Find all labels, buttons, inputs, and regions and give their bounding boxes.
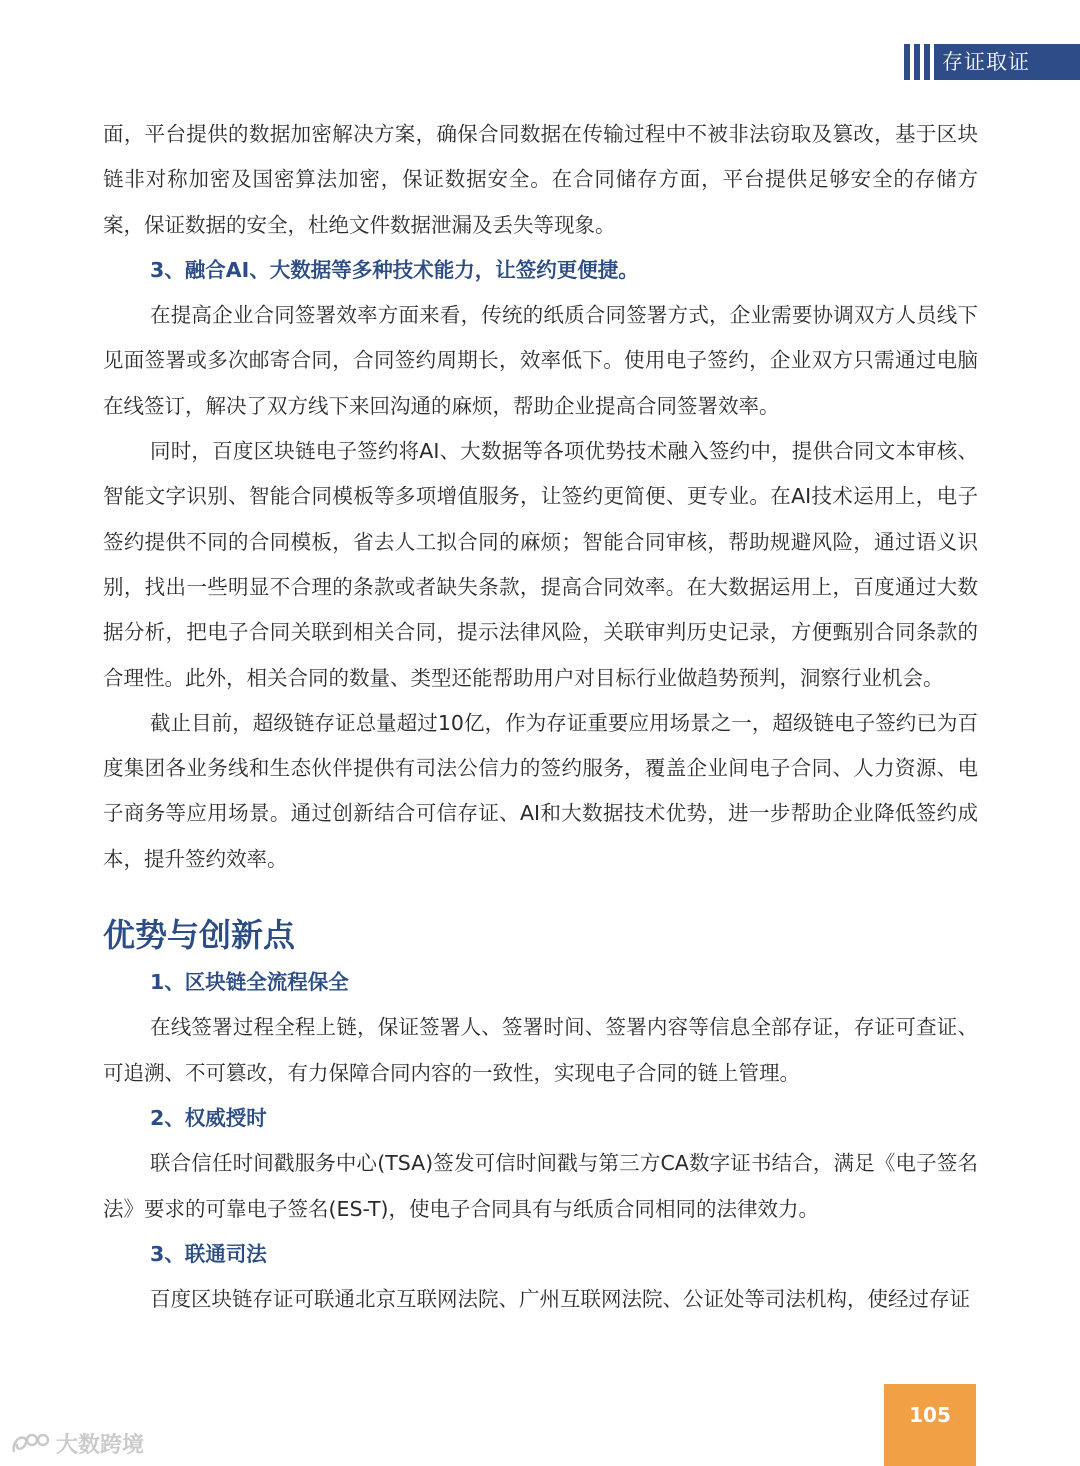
subheading: 1、区块链全流程保全 [150, 970, 349, 995]
header-bar [914, 44, 920, 80]
page-number: 105 [884, 1384, 976, 1466]
section-header-tab [904, 44, 1080, 80]
page-content [103, 112, 978, 1322]
subheading: 3、融合AI、大数据等多种技术能力，让签约更便捷。 [150, 257, 639, 282]
paragraph: 同时，百度区块链电子签约将AI、大数据等各项优势技术融入签约中，提供合同文本审核、智能文字识别、智能合同模板等多项增值服务，让签约更简便、更专业。在AI技术运用上，电子签约提供不同的合同模板，省去人工拟合同的麻烦；智能合同审核，帮助规避风险，通过语义识别，找出一些明显不合理的条款或者缺失条款，提高合同效率。在大数据运用上，百度通过大数据分析，把电子合同关联到相关合同，提示法律风险，关联审判历史记录，方便甄别合同条款的合理性。此外，相关合同的数量、类型还能帮助用户对目标行业做趋势预判，洞察行业机会。 [103, 439, 978, 690]
paragraph: 截止目前，超级链存证总量超过10亿，作为存证重要应用场景之一，超级链电子签约已为百度集团各业务线和生态伙伴提供有司法公信力的签约服务，覆盖企业间电子合同、人力资源、电子商务等应用场景。通过创新结合可信存证、AI和大数据技术优势，进一步帮助企业降低签约成本，提升签约效率。 [103, 710, 978, 871]
paragraph: 联合信任时间戳服务中心(TSA)签发可信时间戳与第三方CA数字证书结合，满足《电子签名法》要求的可靠电子签名(ES-T)，使电子合同具有与纸质合同相同的法律效力。 [103, 1151, 978, 1221]
paragraph: 面，平台提供的数据加密解决方案，确保合同数据在传输过程中不被非法窃取及篡改，基于区块链非对称加密及国密算法加密，保证数据安全。在合同储存方面，平台提供足够安全的存储方案，保证数据的安全，杜绝文件数据泄漏及丢失等现象。 [103, 122, 978, 237]
paragraph: 百度区块链存证可联通北京互联网法院、广州互联网法院、公证处等司法机构，使经过存证 [150, 1287, 970, 1312]
paragraph: 在线签署过程全程上链，保证签署人、签署时间、签署内容等信息全部存证，存证可查证、可追溯、不可篡改，有力保障合同内容的一致性，实现电子合同的链上管理。 [103, 1015, 978, 1085]
subheading: 3、联通司法 [150, 1241, 267, 1266]
header-bars-decoration [904, 44, 934, 80]
header-bar [904, 44, 910, 80]
section-label: 存证取证 [934, 44, 1080, 80]
watermark [10, 1428, 144, 1459]
paragraph: 在提高企业合同签署效率方面来看，传统的纸质合同签署方式，企业需要协调双方人员线下见面签署或多次邮寄合同，合同签约周期长，效率低下。使用电子签约，企业双方只需通过电脑在线签订，解决了双方线下来回沟通的麻烦，帮助企业提高合同签署效率。 [103, 303, 978, 418]
header-bar [924, 44, 930, 80]
section-title: 优势与创新点 [103, 916, 296, 955]
watermark-logo-icon [10, 1430, 50, 1458]
watermark-text: 大数跨境 [56, 1433, 145, 1458]
subheading: 2、权威授时 [150, 1105, 267, 1130]
